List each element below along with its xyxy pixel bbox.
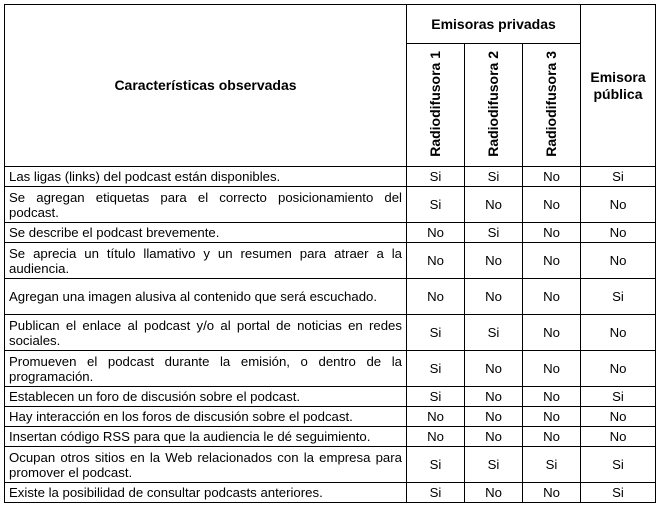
value-cell: Si (407, 447, 465, 483)
value-cell: No (581, 315, 656, 351)
station-label-1: Radiodifusora 1 (427, 50, 443, 157)
value-cell: No (523, 427, 581, 447)
value-cell: No (523, 167, 581, 187)
value-cell: No (523, 243, 581, 279)
value-cell: Si (581, 447, 656, 483)
feature-cell: Hay interacción en los foros de discusión sobre el podcast. (5, 407, 407, 427)
feature-cell: Establecen un foro de discusión sobre el podcast. (5, 387, 407, 407)
table-row (5, 387, 656, 407)
value-cell: Si (581, 387, 656, 407)
value-cell: Si (407, 351, 465, 387)
value-cell: Si (407, 315, 465, 351)
public-station-label-line2: pública (593, 85, 643, 102)
value-cell: No (407, 223, 465, 243)
value-cell: No (523, 407, 581, 427)
table-row (5, 483, 656, 503)
value-cell: No (407, 279, 465, 315)
feature-cell: Insertan código RSS para que la audiencia le dé seguimiento. (5, 427, 407, 447)
value-cell: No (523, 351, 581, 387)
station-column-header-2 (465, 44, 523, 167)
value-cell: No (581, 223, 656, 243)
public-station-label-line1: Emisora (590, 68, 646, 85)
value-cell: Si (581, 279, 656, 315)
value-cell: No (581, 407, 656, 427)
value-cell: No (523, 223, 581, 243)
feature-cell: Las ligas (links) del podcast están disponibles. (5, 167, 407, 187)
feature-cell: Ocupan otros sitios en la Web relacionados con la empresa para promover el podcast. (5, 447, 407, 483)
feature-cell: Se aprecia un título llamativo y un resumen para atraer a la audiencia. (5, 243, 407, 279)
table-row (5, 223, 656, 243)
table-header (5, 5, 656, 167)
feature-cell: Promueven el podcast durante la emisión, o dentro de la programación. (5, 351, 407, 387)
podcast-features-table (4, 4, 656, 503)
value-cell: No (523, 315, 581, 351)
value-cell: Si (407, 387, 465, 407)
value-cell: No (523, 187, 581, 223)
value-cell: No (407, 243, 465, 279)
value-cell: Si (465, 447, 523, 483)
value-cell: No (465, 427, 523, 447)
value-cell: No (465, 483, 523, 503)
value-cell: No (465, 243, 523, 279)
value-cell: Si (581, 483, 656, 503)
value-cell: No (523, 279, 581, 315)
table-row (5, 427, 656, 447)
feature-cell: Agregan una imagen alusiva al contenido que será escuchado. (5, 279, 407, 315)
table-row (5, 187, 656, 223)
header-row-1 (5, 5, 656, 44)
table-row (5, 243, 656, 279)
value-cell: No (465, 387, 523, 407)
value-cell: No (581, 351, 656, 387)
table-row (5, 279, 656, 315)
value-cell: Si (465, 315, 523, 351)
station-column-header-1 (407, 44, 465, 167)
value-cell: No (523, 483, 581, 503)
value-cell: Si (407, 187, 465, 223)
value-cell: No (465, 279, 523, 315)
table-row (5, 447, 656, 483)
station-column-header-3 (523, 44, 581, 167)
table-row (5, 407, 656, 427)
value-cell: No (407, 427, 465, 447)
value-cell: No (581, 243, 656, 279)
private-stations-group-header: Emisoras privadas (407, 5, 581, 44)
value-cell: No (407, 407, 465, 427)
value-cell: Si (465, 167, 523, 187)
value-cell: Si (465, 223, 523, 243)
value-cell: No (465, 187, 523, 223)
table-body (5, 167, 656, 503)
feature-cell: Se describe el podcast brevemente. (5, 223, 407, 243)
table-row (5, 315, 656, 351)
table-row (5, 351, 656, 387)
value-cell: Si (581, 167, 656, 187)
feature-cell: Se agregan etiquetas para el correcto posicionamiento del podcast. (5, 187, 407, 223)
features-column-header: Características observadas (5, 5, 407, 167)
value-cell: No (581, 427, 656, 447)
value-cell: No (523, 387, 581, 407)
station-label-2: Radiodifusora 2 (485, 50, 501, 157)
value-cell: Si (523, 447, 581, 483)
station-label-3: Radiodifusora 3 (543, 50, 559, 157)
feature-cell: Publican el enlace al podcast y/o al portal de noticias en redes sociales. (5, 315, 407, 351)
table-row (5, 167, 656, 187)
value-cell: No (465, 351, 523, 387)
public-station-column-header (581, 5, 656, 167)
feature-cell: Existe la posibilidad de consultar podcasts anteriores. (5, 483, 407, 503)
value-cell: No (465, 407, 523, 427)
value-cell: Si (407, 167, 465, 187)
value-cell: No (581, 187, 656, 223)
value-cell: Si (407, 483, 465, 503)
